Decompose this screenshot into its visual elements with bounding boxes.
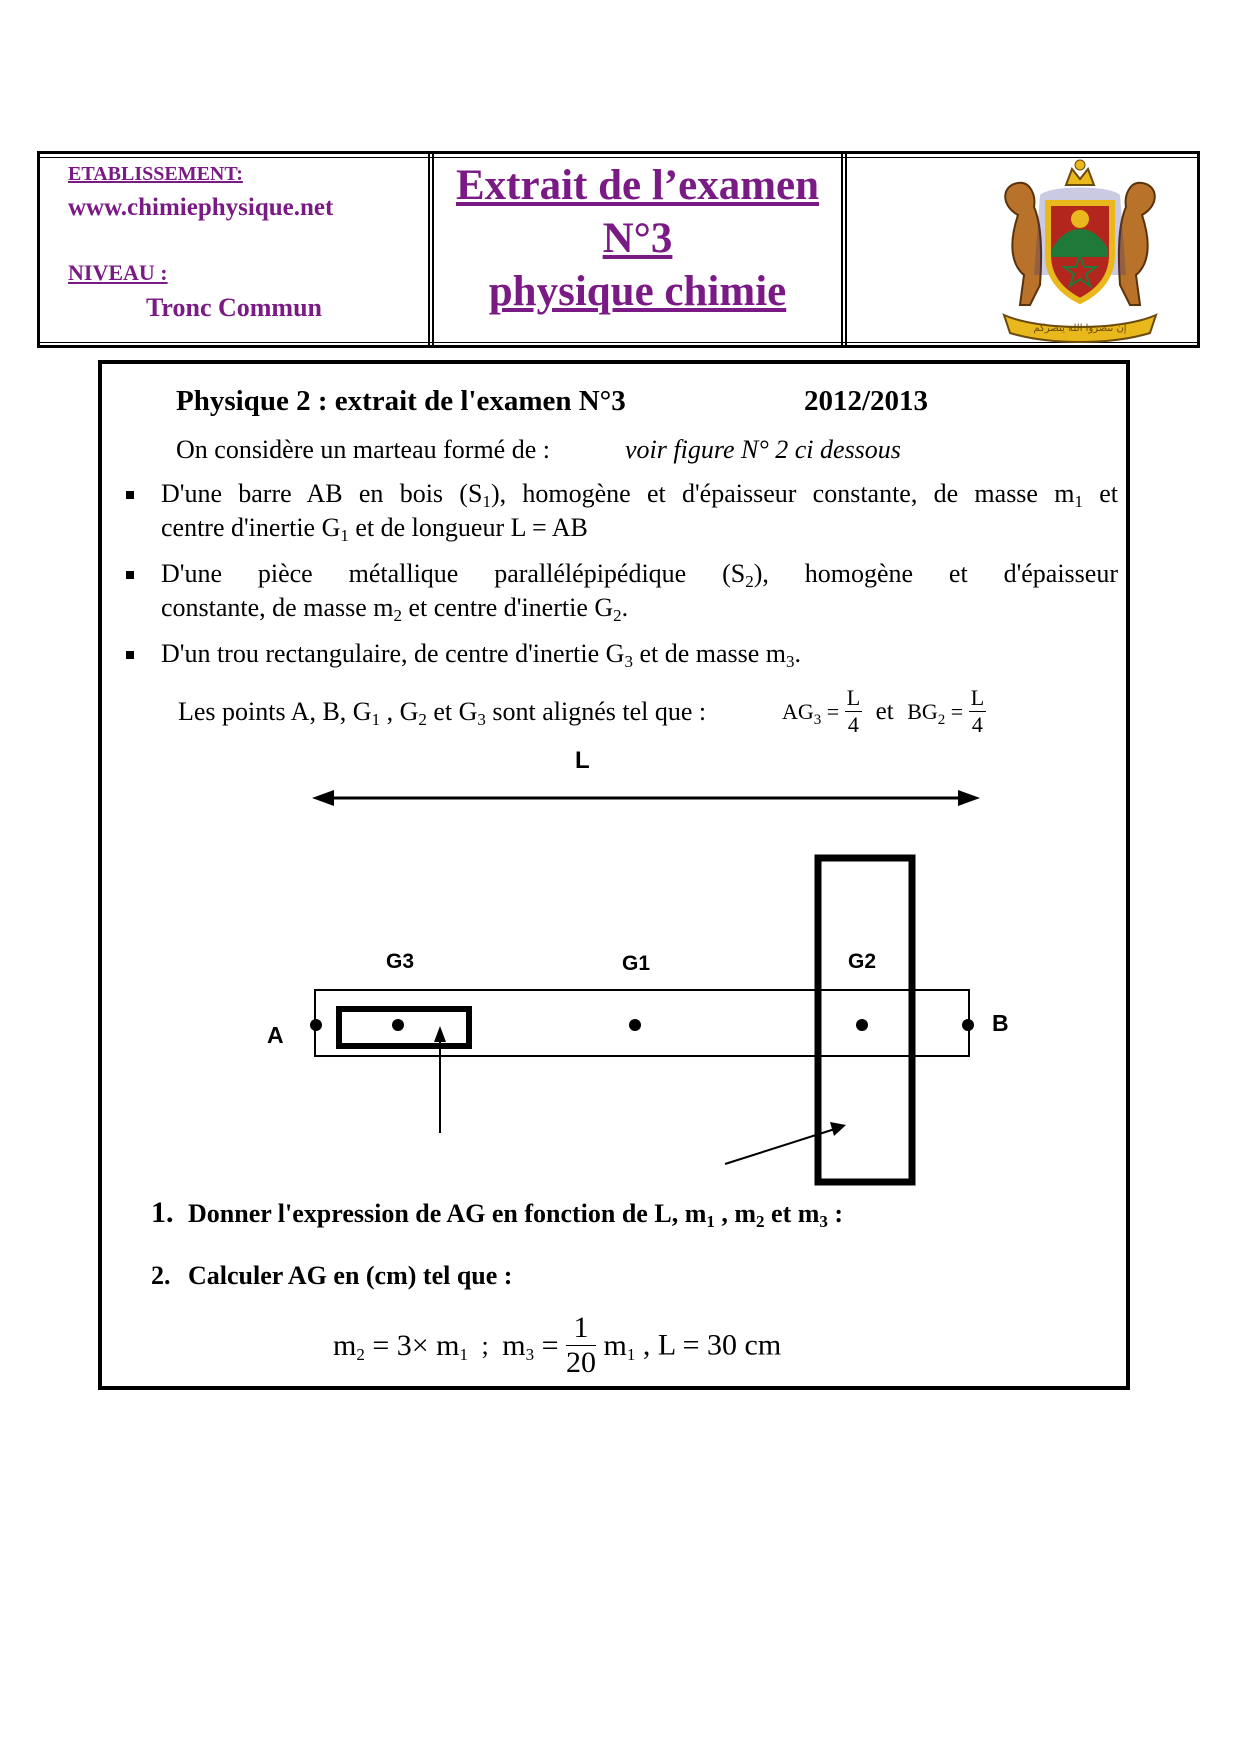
fraction-1-over-20: $\frac{1}{20}$ — [566, 1311, 597, 1379]
title-line-1: Extrait de l’examen — [455, 162, 820, 209]
point-g3 — [392, 1019, 404, 1031]
question-1-number: 1. — [151, 1196, 174, 1229]
pointer-arrow-hole — [434, 1026, 446, 1133]
label-a: A — [267, 1022, 284, 1048]
website-link[interactable]: www.chimiephysique.net — [68, 194, 334, 221]
bullet-3-line: D'un trou rectangulaire, de centre d'inertie $G_3$ et de masse $m_3$. — [161, 639, 802, 671]
rectangular-hole — [339, 1009, 469, 1046]
exam-heading: Physique 2 : extrait de l'examen N°3 — [176, 385, 626, 417]
point-a — [310, 1019, 322, 1031]
label-g1: G1 — [622, 952, 651, 975]
question-2-number: 2. — [151, 1261, 171, 1290]
question-1-text: Donner l'expression de AG en fonction de L, $m_1$ , $m_2$ et $m_3$ : — [188, 1199, 844, 1231]
bullet-2-line-2: constante, de masse $m_2$ et centre d'inertie $G_2$. — [161, 593, 629, 625]
figure-reference: voir figure N° 2 ci dessous — [625, 435, 901, 464]
point-g1 — [629, 1019, 641, 1031]
emblem-motto: إن تنصروا الله ينصركم — [1033, 323, 1127, 334]
bullet-1-line-1: D'une barre AB en bois $(S_1)$, homogène et d'épaisseur constante, de masse $m_1$ et — [161, 479, 1119, 511]
fraction-l-over-4: $\frac{L}{4}$ — [970, 685, 985, 737]
exam-year: 2012/2013 — [804, 385, 929, 417]
niveau-label: NIVEAU : — [68, 260, 168, 285]
label-g2: G2 — [848, 950, 877, 973]
given-values-formula: $m_2 = 3\times m_1$ ; $m_3$ = $\frac{1}{20}$ $m_1$ , L = 30 cm — [333, 1311, 782, 1379]
question-2-text: Calculer AG en (cm) tel que : — [188, 1261, 513, 1290]
ag3-formula: $AG_3$ = $\frac{L}{4}$ et $BG_2$ = $\frac{L}{4}$ — [782, 685, 985, 737]
points-alignment-text: Les points A, B, $G_1$ , $G_2$ et $G_3$ sont alignés tel que : — [178, 697, 707, 729]
title-line-2: N°3 — [602, 215, 673, 262]
bullet-2-line-1: D'une pièce métallique parallélépipédique $(S_2)$, homogène et d'épaisseur — [161, 559, 1118, 591]
intro-text: On considère un marteau formé de : — [176, 435, 550, 464]
title-line-3: physique chimie — [488, 268, 787, 315]
length-arrow — [312, 790, 980, 806]
label-b: B — [992, 1010, 1009, 1036]
point-b — [962, 1019, 974, 1031]
label-length-L: L — [575, 747, 590, 774]
etablissement-label: ETABLISSEMENT: — [68, 163, 243, 185]
point-g2 — [856, 1019, 868, 1031]
bullet-1-line-2: centre d'inertie $G_1$ et de longueur L = AB — [161, 513, 588, 545]
label-g3: G3 — [386, 950, 415, 973]
niveau-value: Tronc Commun — [146, 293, 322, 322]
fraction-l-over-4: $\frac{L}{4}$ — [846, 685, 861, 737]
